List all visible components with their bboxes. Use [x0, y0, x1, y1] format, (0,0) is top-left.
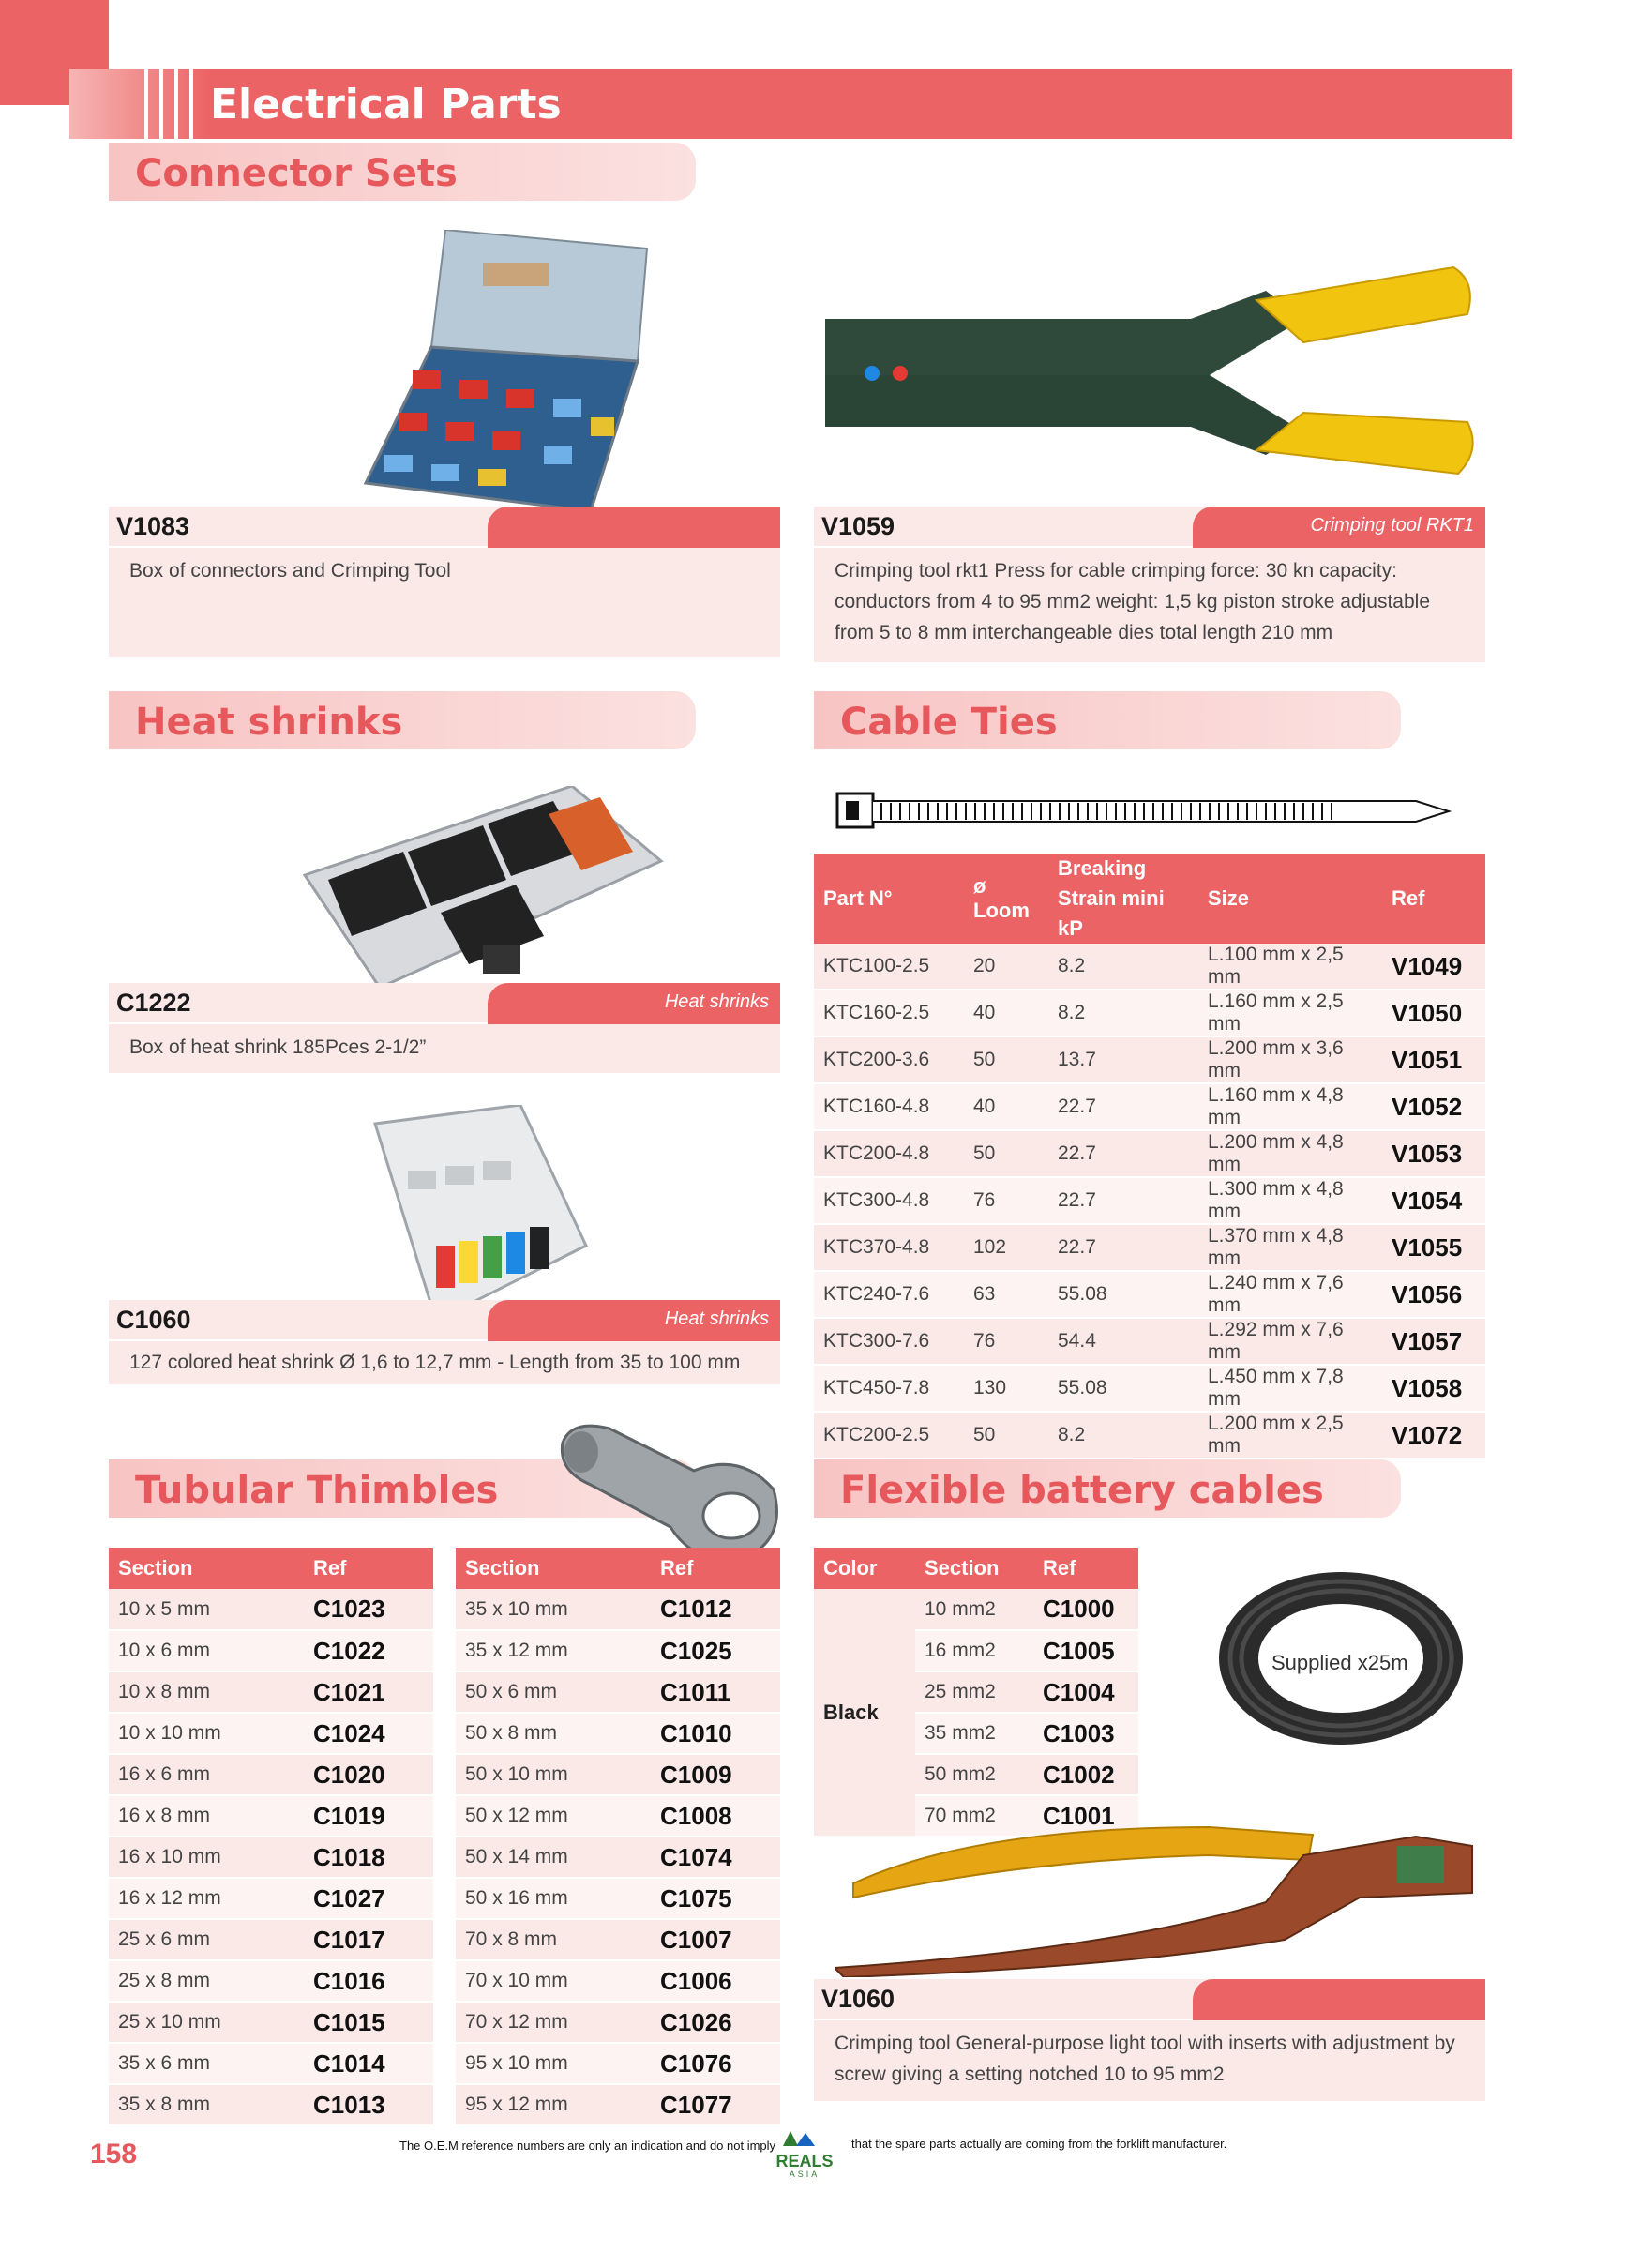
table-cell: 22.7	[1048, 1224, 1198, 1271]
table-row	[456, 1878, 780, 1919]
table-cell: 35 x 8 mm	[109, 2084, 304, 2125]
ref-cell: C1075	[651, 1878, 780, 1919]
product-v1059	[814, 507, 1485, 662]
table-cell: 95 x 10 mm	[456, 2043, 651, 2084]
table-cell: KTC160-2.5	[814, 990, 964, 1036]
ref-cell: C1022	[304, 1630, 433, 1671]
table-cell: 13.7	[1048, 1036, 1198, 1083]
table-cell: L.160 mm x 2,5 mm	[1198, 990, 1382, 1036]
table-cell: 10 x 10 mm	[109, 1713, 304, 1754]
table-cell: 40	[964, 1083, 1048, 1130]
table-row	[814, 1130, 1485, 1177]
product-code: C1222	[116, 989, 191, 1017]
ref-cell: V1057	[1382, 1318, 1485, 1365]
table-row	[109, 2043, 433, 2084]
product-code: V1059	[821, 512, 895, 540]
colored-heat-shrink-box-image	[370, 1105, 591, 1330]
table-cell: KTC300-4.8	[814, 1177, 964, 1224]
table-row	[109, 1754, 433, 1795]
color-cell: Black	[814, 1589, 915, 1837]
table-cell: 50	[964, 1036, 1048, 1083]
ref-cell: C1014	[304, 2043, 433, 2084]
table-cell: L.370 mm x 4,8 mm	[1198, 1224, 1382, 1271]
table-row	[109, 1630, 433, 1671]
section-title-tubular-thimbles: Tubular Thimbles	[109, 1459, 696, 1518]
table-row	[109, 1589, 433, 1630]
table-cell: 70 mm2	[915, 1795, 1033, 1837]
ref-cell: V1052	[1382, 1083, 1485, 1130]
product-v1083	[109, 507, 780, 657]
ref-cell: C1006	[651, 1960, 780, 2002]
ref-cell: C1076	[651, 2043, 780, 2084]
ref-cell: C1007	[651, 1919, 780, 1960]
table-cell: 16 x 12 mm	[109, 1878, 304, 1919]
crimping-tool-image	[816, 263, 1482, 488]
table-cell: 130	[964, 1365, 1048, 1412]
table-row	[814, 1036, 1485, 1083]
table-row	[109, 1919, 433, 1960]
table-cell: 50 mm2	[915, 1754, 1033, 1795]
ref-cell: C1002	[1033, 1754, 1138, 1795]
table-cell: 50 x 8 mm	[456, 1713, 651, 1754]
ref-cell: C1024	[304, 1713, 433, 1754]
column-header: Size	[1198, 854, 1382, 944]
table-cell: 8.2	[1048, 944, 1198, 990]
ref-cell: C1020	[304, 1754, 433, 1795]
table-row	[109, 1878, 433, 1919]
ref-cell: C1005	[1033, 1630, 1138, 1671]
table-cell: 35 x 6 mm	[109, 2043, 304, 2084]
table-row	[109, 1671, 433, 1713]
table-row	[456, 1589, 780, 1630]
table-cell: 35 mm2	[915, 1713, 1033, 1754]
table-cell: 50	[964, 1412, 1048, 1459]
table-cell: 50 x 16 mm	[456, 1878, 651, 1919]
table-row	[456, 1795, 780, 1837]
table-cell: 16 x 6 mm	[109, 1754, 304, 1795]
table-row	[109, 2084, 433, 2125]
ref-cell: C1018	[304, 1837, 433, 1878]
ref-cell: C1027	[304, 1878, 433, 1919]
ref-cell: C1015	[304, 2002, 433, 2043]
product-description: Box of connectors and Crimping Tool	[129, 560, 451, 582]
table-cell: 10 x 6 mm	[109, 1630, 304, 1671]
column-header: Ref	[1382, 854, 1485, 944]
section-title-cable-ties: Cable Ties	[814, 691, 1401, 749]
table-row	[109, 1713, 433, 1754]
product-description: Crimping tool rkt1 Press for cable crimping force: 30 kn capacity: conductors from 4 to 95 mm2 weight: 1,5 kg piston stroke adjustable from 5 to 8 mm interchangeable dies total length 210 mm	[835, 560, 1430, 643]
table-cell: KTC200-3.6	[814, 1036, 964, 1083]
heat-shrink-box-image	[300, 786, 666, 992]
column-header: Ref	[304, 1548, 433, 1589]
ref-cell: C1009	[651, 1754, 780, 1795]
section-title-connector-sets: Connector Sets	[109, 143, 696, 201]
ref-cell: C1012	[651, 1589, 780, 1630]
column-header: Ref	[1033, 1548, 1138, 1589]
table-cell: L.450 mm x 7,8 mm	[1198, 1365, 1382, 1412]
ref-cell: C1011	[651, 1671, 780, 1713]
table-cell: 25 mm2	[915, 1671, 1033, 1713]
reals-logo: REALS ASIA	[767, 2129, 842, 2179]
product-tag: Crimping tool RKT1	[1193, 507, 1485, 548]
table-cell: 8.2	[1048, 1412, 1198, 1459]
page-number: 158	[90, 2139, 138, 2170]
thimbles-table-right	[456, 1548, 780, 2126]
table-row	[814, 1589, 1138, 1630]
table-cell: 50 x 6 mm	[456, 1671, 651, 1713]
page-title: Electrical Parts	[210, 81, 562, 129]
ref-cell: C1010	[651, 1713, 780, 1754]
column-header: ø Loom	[964, 854, 1048, 944]
ref-cell: V1056	[1382, 1271, 1485, 1318]
table-row	[456, 1960, 780, 2002]
header-bar	[69, 69, 1512, 139]
product-tag	[1193, 1979, 1485, 2020]
table-cell: L.200 mm x 3,6 mm	[1198, 1036, 1382, 1083]
table-cell: 20	[964, 944, 1048, 990]
column-header: Ref	[651, 1548, 780, 1589]
ref-cell: V1051	[1382, 1036, 1485, 1083]
ref-cell: C1021	[304, 1671, 433, 1713]
column-header: Breaking Strain mini kP	[1048, 854, 1198, 944]
table-cell: 50 x 10 mm	[456, 1754, 651, 1795]
column-header: Color	[814, 1548, 915, 1589]
product-description: Crimping tool General-purpose light tool with inserts with adjustment by screw giving a setting notched 10 to 95 mm2	[835, 2033, 1455, 2085]
table-cell: 76	[964, 1177, 1048, 1224]
ref-cell: V1055	[1382, 1224, 1485, 1271]
ref-cell: V1072	[1382, 1412, 1485, 1459]
product-c1222	[109, 983, 780, 1073]
table-cell: 10 x 5 mm	[109, 1589, 304, 1630]
table-row	[456, 1671, 780, 1713]
ref-cell: C1004	[1033, 1671, 1138, 1713]
product-tag: Heat shrinks	[488, 983, 780, 1024]
thimble-image	[553, 1414, 783, 1565]
hydraulic-crimping-tool-image	[835, 1808, 1482, 1977]
ref-cell: C1017	[304, 1919, 433, 1960]
table-row	[109, 1795, 433, 1837]
ref-cell: C1025	[651, 1630, 780, 1671]
table-cell: 8.2	[1048, 990, 1198, 1036]
table-cell: 10 x 8 mm	[109, 1671, 304, 1713]
table-cell: 35 x 12 mm	[456, 1630, 651, 1671]
table-cell: 76	[964, 1318, 1048, 1365]
table-row	[456, 1630, 780, 1671]
ref-cell: V1054	[1382, 1177, 1485, 1224]
table-row	[109, 1837, 433, 1878]
table-row	[456, 2002, 780, 2043]
table-cell: 50	[964, 1130, 1048, 1177]
table-row	[814, 1318, 1485, 1365]
column-header: Section	[456, 1548, 651, 1589]
table-cell: 102	[964, 1224, 1048, 1271]
table-cell: 25 x 8 mm	[109, 1960, 304, 2002]
table-row	[456, 1713, 780, 1754]
table-cell: KTC300-7.6	[814, 1318, 964, 1365]
table-cell: 16 mm2	[915, 1630, 1033, 1671]
table-row	[814, 944, 1485, 990]
ref-cell: V1050	[1382, 990, 1485, 1036]
product-description: Box of heat shrink 185Pces 2-1/2”	[129, 1036, 427, 1058]
table-cell: 22.7	[1048, 1083, 1198, 1130]
table-row	[814, 1365, 1485, 1412]
column-header: Section	[915, 1548, 1033, 1589]
product-code: V1060	[821, 1985, 895, 2013]
table-cell: KTC240-7.6	[814, 1271, 964, 1318]
ref-cell: V1058	[1382, 1365, 1485, 1412]
table-row	[456, 1837, 780, 1878]
table-cell: KTC450-7.8	[814, 1365, 964, 1412]
table-cell: 10 mm2	[915, 1589, 1033, 1630]
table-cell: L.300 mm x 4,8 mm	[1198, 1177, 1382, 1224]
table-row	[814, 990, 1485, 1036]
table-cell: L.100 mm x 2,5 mm	[1198, 944, 1382, 990]
table-cell: 70 x 12 mm	[456, 2002, 651, 2043]
product-tag	[488, 507, 780, 548]
cable-tie-image	[835, 788, 1453, 835]
product-code: V1083	[116, 512, 190, 540]
ref-cell: C1003	[1033, 1713, 1138, 1754]
table-cell: L.200 mm x 2,5 mm	[1198, 1412, 1382, 1459]
table-cell: 70 x 10 mm	[456, 1960, 651, 2002]
table-cell: 95 x 12 mm	[456, 2084, 651, 2125]
table-cell: L.160 mm x 4,8 mm	[1198, 1083, 1382, 1130]
table-cell: 35 x 10 mm	[456, 1589, 651, 1630]
supplied-label: Supplied x25m	[1271, 1651, 1408, 1674]
connector-box-image	[356, 230, 656, 511]
table-cell: 22.7	[1048, 1130, 1198, 1177]
section-title-heat-shrinks: Heat shrinks	[109, 691, 696, 749]
table-cell: L.200 mm x 4,8 mm	[1198, 1130, 1382, 1177]
ref-cell: V1049	[1382, 944, 1485, 990]
table-cell: KTC370-4.8	[814, 1224, 964, 1271]
table-cell: 55.08	[1048, 1365, 1198, 1412]
table-cell: 25 x 6 mm	[109, 1919, 304, 1960]
table-cell: 40	[964, 990, 1048, 1036]
table-row	[109, 2002, 433, 2043]
column-header: Part N°	[814, 854, 964, 944]
ref-cell: C1023	[304, 1589, 433, 1630]
table-row	[814, 1083, 1485, 1130]
footer-note-right: that the spare parts actually are coming from the forklift manufacturer.	[851, 2137, 1227, 2151]
table-cell: 25 x 10 mm	[109, 2002, 304, 2043]
table-cell: KTC160-4.8	[814, 1083, 964, 1130]
table-cell: 16 x 8 mm	[109, 1795, 304, 1837]
table-cell: 55.08	[1048, 1271, 1198, 1318]
ref-cell: C1077	[651, 2084, 780, 2125]
table-row	[456, 2084, 780, 2125]
ref-cell: C1019	[304, 1795, 433, 1837]
table-row	[814, 1271, 1485, 1318]
cable-ties-table	[814, 854, 1485, 1459]
table-cell: 50 x 14 mm	[456, 1837, 651, 1878]
table-cell: 70 x 8 mm	[456, 1919, 651, 1960]
ref-cell: C1026	[651, 2002, 780, 2043]
table-cell: KTC200-2.5	[814, 1412, 964, 1459]
table-row	[814, 1412, 1485, 1459]
product-v1060	[814, 1979, 1485, 2101]
battery-cables-table	[814, 1548, 1138, 1837]
table-cell: 63	[964, 1271, 1048, 1318]
table-row	[814, 1177, 1485, 1224]
table-row	[456, 2043, 780, 2084]
product-code: C1060	[116, 1306, 191, 1334]
table-cell: KTC200-4.8	[814, 1130, 964, 1177]
table-row	[456, 1919, 780, 1960]
table-cell: 22.7	[1048, 1177, 1198, 1224]
section-title-flexible-battery-cables: Flexible battery cables	[814, 1459, 1401, 1518]
footer-note-left: The O.E.M reference numbers are only an indication and do not imply	[399, 2139, 776, 2153]
table-cell: L.240 mm x 7,6 mm	[1198, 1271, 1382, 1318]
product-c1060	[109, 1300, 780, 1384]
ref-cell: C1000	[1033, 1589, 1138, 1630]
product-description: 127 colored heat shrink Ø 1,6 to 12,7 mm - Length from 35 to 100 mm	[129, 1352, 741, 1373]
column-header: Section	[109, 1548, 304, 1589]
product-tag: Heat shrinks	[488, 1300, 780, 1341]
table-cell: 54.4	[1048, 1318, 1198, 1365]
ref-cell: C1008	[651, 1795, 780, 1837]
table-row	[814, 1224, 1485, 1271]
ref-cell: C1001	[1033, 1795, 1138, 1837]
table-cell: KTC100-2.5	[814, 944, 964, 990]
table-cell: 50 x 12 mm	[456, 1795, 651, 1837]
table-row	[456, 1754, 780, 1795]
table-cell: 16 x 10 mm	[109, 1837, 304, 1878]
table-row	[109, 1960, 433, 2002]
ref-cell: V1053	[1382, 1130, 1485, 1177]
ref-cell: C1013	[304, 2084, 433, 2125]
ref-cell: C1016	[304, 1960, 433, 2002]
thimbles-table-left	[109, 1548, 433, 2126]
table-cell: L.292 mm x 7,6 mm	[1198, 1318, 1382, 1365]
ref-cell: C1074	[651, 1837, 780, 1878]
